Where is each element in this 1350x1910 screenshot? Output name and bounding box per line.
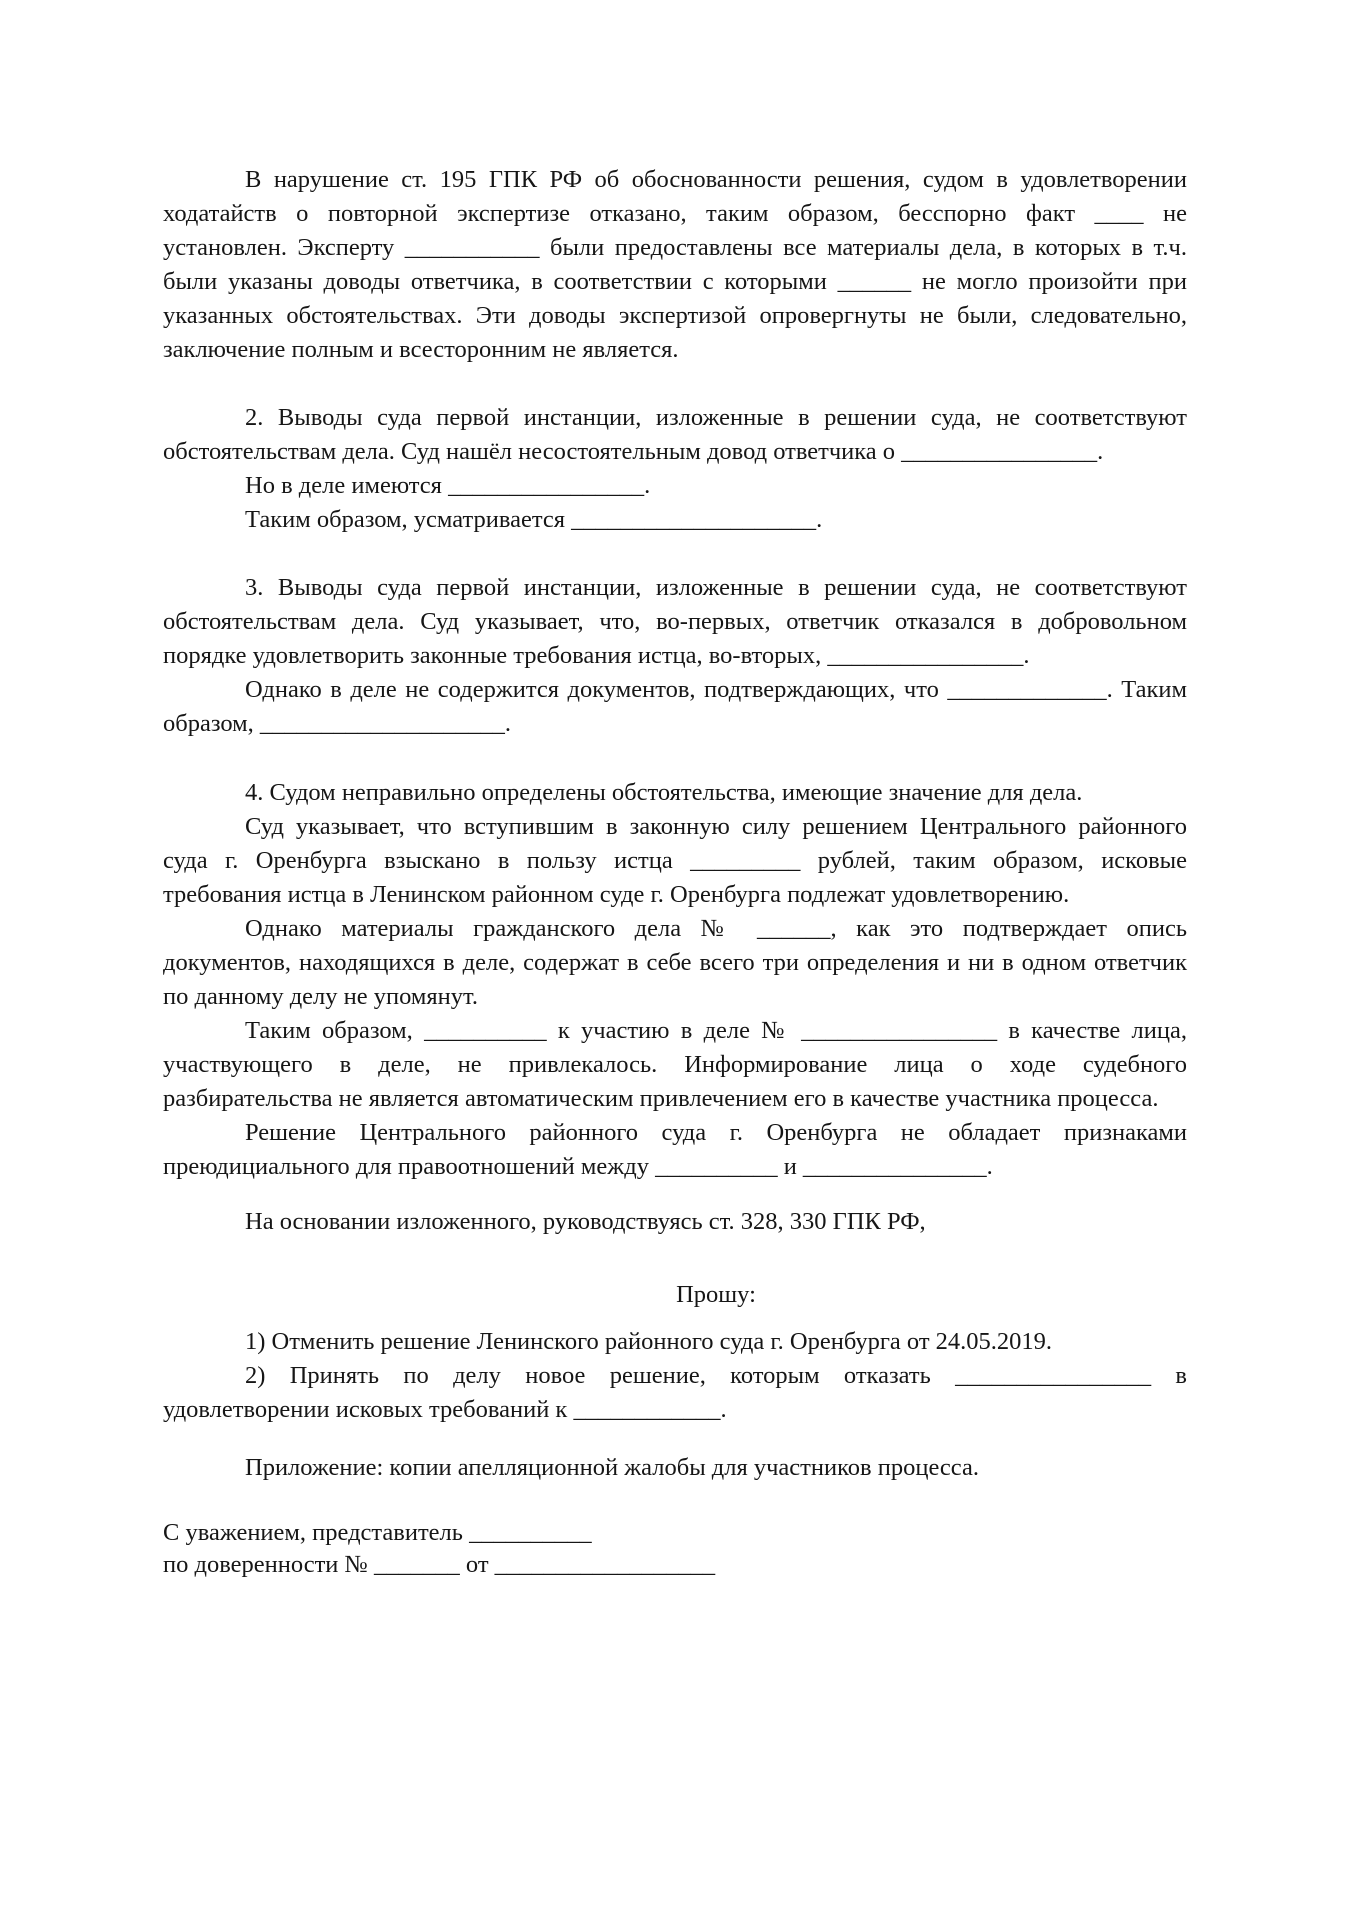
text-line: Однако в деле не содержится документов, подтверждающих, что _____________. Таким <box>245 676 1187 703</box>
text-line: 4. Судом неправильно определены обстоятельства, имеющие значение для дела. <box>245 779 1083 806</box>
text-line: порядке удовлетворить законные требования истца, во-вторых, ________________. <box>163 642 1030 669</box>
request-item-continuation: удовлетворении исковых требований к ____________. <box>163 1396 727 1423</box>
text-line: ходатайств о повторной экспертизе отказано, таким образом, бесспорно факт ____ не <box>163 200 1187 227</box>
legal-basis: На основании изложенного, руководствуясь ст. 328, 330 ГПК РФ, <box>245 1208 926 1235</box>
request-item: 2) Принять по делу новое решение, которым отказать ________________ в <box>245 1362 1187 1389</box>
text-line: Таким образом, усматривается ____________________. <box>245 506 823 533</box>
text-line: образом, ____________________. <box>163 710 512 737</box>
text-line: обстоятельствам дела. Суд указывает, что, во-первых, ответчик отказался в добровольном <box>163 608 1187 635</box>
signature-line: С уважением, представитель __________ <box>163 1519 592 1546</box>
text-line: установлен. Эксперту ___________ были предоставлены все материалы дела, в которых в т.ч. <box>163 234 1187 261</box>
text-line: преюдициального для правоотношений между __________ и _______________. <box>163 1153 993 1180</box>
text-line: Таким образом, __________ к участию в деле № ________________ в качестве лица, <box>245 1017 1187 1044</box>
text-line: указанных обстоятельствах. Эти доводы экспертизой опровергнуты не были, следовательно, <box>163 302 1187 329</box>
request-item: 1) Отменить решение Ленинского районного суда г. Оренбурга от 24.05.2019. <box>245 1328 1053 1355</box>
text-line: Однако материалы гражданского дела № ______, как это подтверждает опись <box>245 915 1187 942</box>
text-line: 3. Выводы суда первой инстанции, изложенные в решении суда, не соответствуют <box>245 574 1187 601</box>
power-of-attorney-line: по доверенности № _______ от __________________ <box>163 1551 716 1578</box>
text-line: по данному делу не упомянут. <box>163 983 479 1010</box>
text-line: документов, находящихся в деле, содержат в себе всего три определения и ни в одном ответчик <box>163 949 1187 976</box>
text-line: суда г. Оренбурга взыскано в пользу истца _________ рублей, таким образом, исковые <box>163 847 1187 874</box>
text-line: Суд указывает, что вступившим в законную силу решением Центрального районного <box>245 813 1187 840</box>
text-line: В нарушение ст. 195 ГПК РФ об обоснованности решения, судом в удовлетворении <box>245 166 1187 193</box>
text-line: разбирательства не является автоматическим привлечением его в качестве участника процесса. <box>163 1085 1159 1112</box>
text-line: участвующего в деле, не привлекалось. Информирование лица о ходе судебного <box>163 1051 1187 1078</box>
attachment-note: Приложение: копии апелляционной жалобы для участников процесса. <box>245 1454 979 1481</box>
text-line: обстоятельствам дела. Суд нашёл несостоятельным довод ответчика о ________________. <box>163 438 1104 465</box>
text-line: Решение Центрального районного суда г. Оренбурга не обладает признаками <box>245 1119 1187 1146</box>
text-line: были указаны доводы ответчика, в соответствии с которыми ______ не могло произойти при <box>163 268 1187 295</box>
text-line: требования истца в Ленинском районном суде г. Оренбурга подлежат удовлетворению. <box>163 881 1070 908</box>
text-line: заключение полным и всесторонним не является. <box>163 336 679 363</box>
request-heading: Прошу: <box>676 1281 756 1308</box>
text-line: 2. Выводы суда первой инстанции, изложенные в решении суда, не соответствуют <box>245 404 1187 431</box>
text-line: Но в деле имеются ________________. <box>245 472 651 499</box>
